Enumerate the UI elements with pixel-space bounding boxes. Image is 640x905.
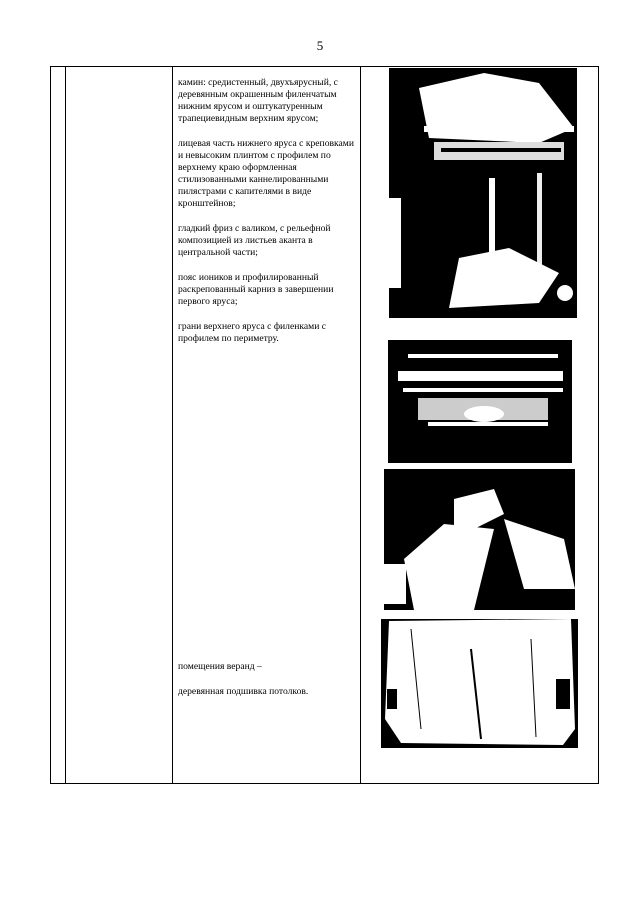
column-divider-2: [172, 67, 173, 783]
description-paragraph: грани верхнего яруса с филенками с профилем по периметру.: [178, 321, 327, 344]
fireplace-upper-tier-photo: [384, 469, 575, 610]
description-paragraph: пояс иоников и профилированный раскрепованный карниз в завершении первого яруса;: [178, 272, 334, 307]
veranda-ceiling-paragraph: деревянная подшивка потолков.: [178, 686, 309, 697]
fireplace-lower-tier-photo: [389, 68, 577, 318]
veranda-paragraph: помещения веранд –: [178, 661, 262, 672]
veranda-ceiling-photo: [381, 619, 578, 748]
column-divider-3: [360, 67, 361, 783]
fireplace-frieze-detail-photo: [388, 326, 572, 463]
description-paragraph: гладкий фриз с валиком, с рельефной композицией из листьев аканта в центральной части;: [178, 223, 331, 258]
description-paragraph: лицевая часть нижнего яруса с креповками и невысоким плинтом с профилем по верхнему краю оформленная стилизованными каннелированными пилястрами с капителями в виде кронштейнов;: [178, 138, 354, 209]
column-divider-1: [65, 67, 66, 783]
description-paragraph: камин: средистенный, двухъярусный, с деревянным окрашенным филенчатым нижним ярусом и оштукатуренным трапециевидным верхним ярусом;: [178, 77, 338, 124]
page-number: 5: [316, 38, 324, 53]
description-column: [178, 77, 356, 697]
